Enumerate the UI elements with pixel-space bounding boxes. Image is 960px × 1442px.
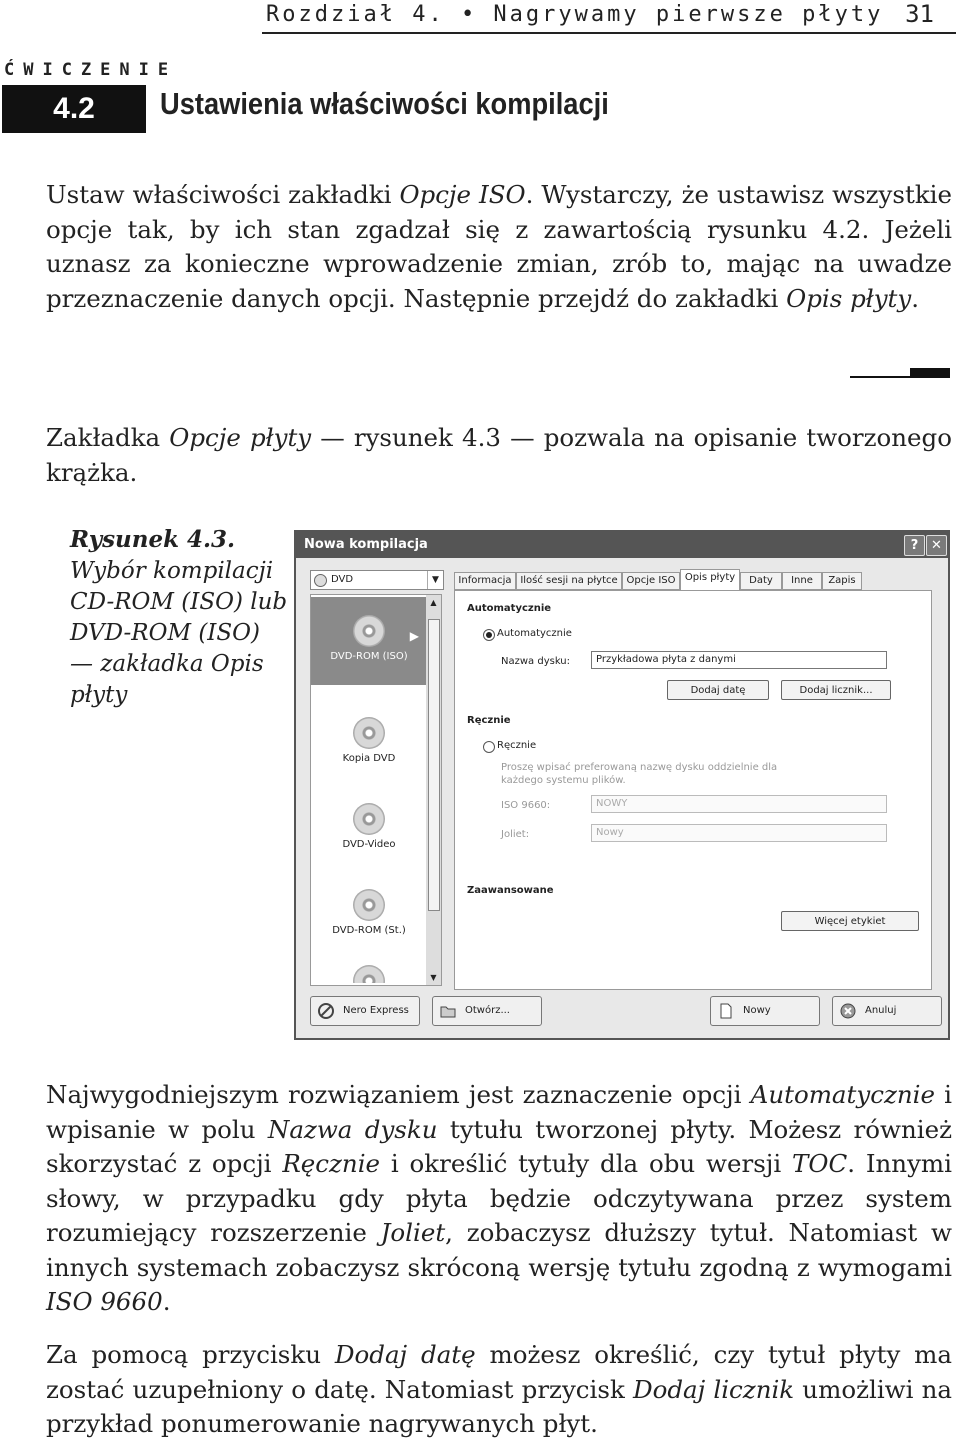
figure-number: Rysunek 4.3. <box>70 526 236 553</box>
section-advanced: Zaawansowane <box>467 885 554 896</box>
list-item-label: DVD-ROM (ISO) <box>330 651 408 662</box>
figure-caption-text: Wybór kompilacji CD-ROM (ISO) lub DVD-ROM (ISO) — zakładka Opis płyty <box>70 558 288 708</box>
close-icon[interactable]: ✕ <box>926 535 947 556</box>
scroll-up-icon[interactable]: ▲ <box>430 598 437 607</box>
disc-type-value: DVD <box>331 574 354 585</box>
disc-icon <box>314 574 327 587</box>
tab-zapis[interactable]: Zapis <box>822 572 862 590</box>
scroll-thumb[interactable] <box>428 619 440 911</box>
list-item-dvd-rom-st[interactable] <box>311 881 427 969</box>
list-item-label: Kopia DVD <box>342 753 396 764</box>
exercise-end-mark <box>850 368 950 378</box>
new-compilation-dialog <box>294 530 950 1040</box>
compilation-type-list <box>310 594 428 986</box>
open-button[interactable] <box>432 996 542 1026</box>
cancel-button[interactable] <box>832 996 942 1026</box>
partial-disc-icon <box>353 965 385 983</box>
disc-label-panel <box>454 590 932 990</box>
list-scrollbar[interactable] <box>426 594 442 986</box>
copy-dvd-icon <box>353 717 385 749</box>
dvd-rom-st-icon <box>353 889 385 921</box>
help-icon[interactable]: ? <box>904 535 925 556</box>
list-item-kopia-dvd[interactable] <box>311 709 427 797</box>
tab-daty[interactable]: Daty <box>740 572 782 590</box>
radio-automatic[interactable] <box>483 629 495 641</box>
new-button[interactable] <box>710 996 820 1026</box>
new-document-icon <box>717 1002 735 1020</box>
paragraph-4: Za pomocą przycisku Dodaj datę możesz określić, czy tytuł płyty ma zostać uzupełniony o datę. Natomiast przycisk Dodaj licznik umożliwi na przykład ponumerowanie nagrywanych płyt. <box>46 1340 953 1438</box>
running-header <box>250 0 940 34</box>
page-number: 31 <box>905 0 934 28</box>
iso-9660-label: ISO 9660: <box>501 800 551 811</box>
manual-hint-text: Proszę wpisać preferowaną nazwę dysku oddzielnie dla każdego systemu plików. <box>501 762 778 786</box>
exercise-number: 4.2 <box>2 85 146 133</box>
add-date-button[interactable]: Dodaj datę <box>667 680 769 700</box>
joliet-input[interactable]: Nowy <box>591 824 887 842</box>
section-automatic: Automatycznie <box>467 603 552 614</box>
more-labels-button[interactable]: Więcej etykiet <box>781 911 919 931</box>
cancel-icon <box>839 1002 857 1020</box>
dialog-titlebar <box>296 532 948 558</box>
iso-9660-input[interactable]: NOWY <box>591 795 887 813</box>
list-item-dvd-rom-iso[interactable] <box>311 597 427 685</box>
exercise-title: Ustawienia właściwości kompilacji <box>160 86 609 121</box>
list-item-label: DVD-ROM (St.) <box>332 925 406 936</box>
list-item-label: DVD-Video <box>342 839 396 850</box>
folder-open-icon <box>439 1002 457 1020</box>
chevron-down-icon: ▼ <box>427 571 443 589</box>
tab-informacja[interactable]: Informacja <box>454 572 516 590</box>
open-label: Otwórz... <box>465 1005 510 1016</box>
header-rule <box>262 32 956 34</box>
paragraph-3: Najwygodniejszym rozwiązaniem jest zaznaczenie opcji Automatycznie i wpisanie w polu Nazwa dysku tytułu tworzonej płyty. Możesz również skorzystać z opcji Ręcznie i określić tytuły dla obu wersji TOC. Innymi słowy, w przypadku gdy płyta będzie odczytywana przez system rozumiejący rozszerzenie Joliet, zobaczysz dłuższy tytuł. Natomiast w innych systemach zobaczysz skróconą wersję tytułu zgodną z wymogami ISO 9660. <box>46 1080 953 1316</box>
paragraph-1: Ustaw właściwości zakładki Opcje ISO. Wystarczy, że ustawisz wszystkie opcje tak, by ich stan zgadzał się z zawartością rysunku 4.2. Jeżeli uznasz za konieczne wprowadzenie zmian, zrób to, mając na uwadze przeznaczenie danych opcji. Następnie przejdź do zakładki Opis płyty. <box>46 180 952 313</box>
dvd-video-icon <box>353 803 385 835</box>
cancel-label: Anuluj <box>865 1005 897 1016</box>
radio-manual[interactable] <box>483 741 495 753</box>
figure-caption <box>70 524 290 711</box>
nero-express-icon <box>317 1002 335 1020</box>
radio-manual-label: Ręcznie <box>497 740 537 751</box>
dvd-rom-iso-icon <box>353 615 385 647</box>
running-title: Rozdział 4. • Nagrywamy pierwsze płyty <box>266 2 884 27</box>
nero-express-label: Nero Express <box>343 1005 409 1016</box>
exercise-label: ĆWICZENIE <box>4 60 178 80</box>
nero-express-button[interactable] <box>310 996 420 1026</box>
section-manual: Ręcznie <box>467 715 511 726</box>
disc-name-input[interactable]: Przykładowa płyta z danymi <box>591 651 887 669</box>
add-counter-button[interactable]: Dodaj licznik... <box>781 680 891 700</box>
tab-opcje-iso[interactable]: Opcje ISO <box>622 572 680 590</box>
disc-name-label: Nazwa dysku: <box>501 656 571 667</box>
paragraph-2: Zakładka Opcje płyty — rysunek 4.3 — pozwala na opisanie tworzonego krążka. <box>46 423 952 487</box>
disc-type-select[interactable] <box>310 570 444 590</box>
joliet-label: Joliet: <box>501 829 530 840</box>
chevron-right-icon: ▶ <box>409 629 419 643</box>
new-label: Nowy <box>743 1005 771 1016</box>
tab-inne[interactable]: Inne <box>782 572 822 590</box>
tab-opis-plyty[interactable]: Opis płyty <box>680 569 740 590</box>
tab-ilosc-sesji[interactable]: Ilość sesji na płytce <box>516 572 622 590</box>
dialog-title: Nowa kompilacja <box>304 537 428 552</box>
scroll-down-icon[interactable]: ▼ <box>430 973 437 982</box>
radio-automatic-label: Automatycznie <box>497 628 572 639</box>
list-item-dvd-video[interactable] <box>311 795 427 883</box>
